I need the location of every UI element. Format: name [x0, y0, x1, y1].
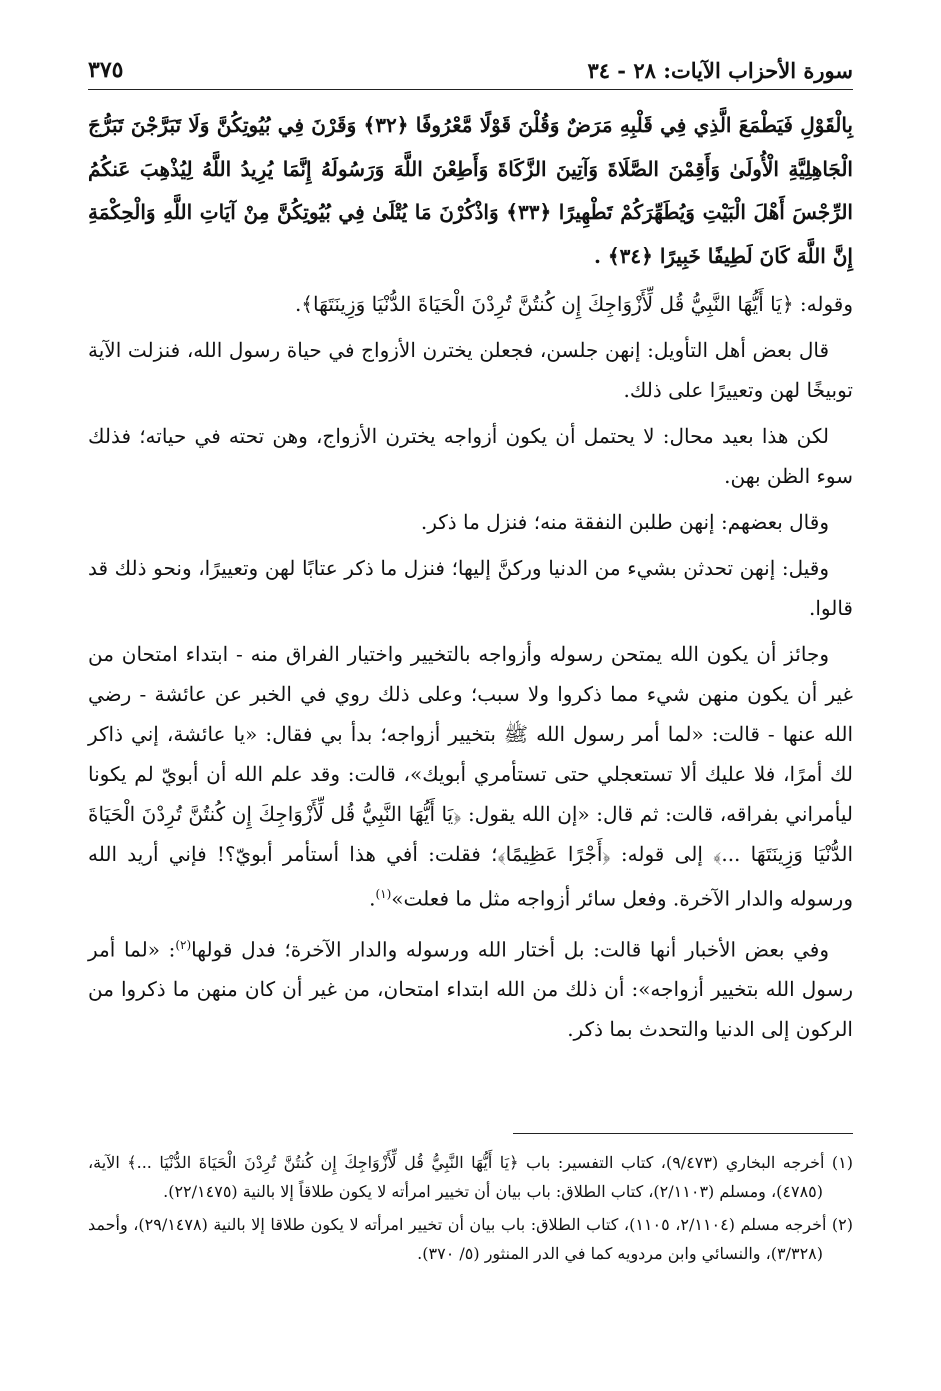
paragraph-text: : «لما أمر رسول الله بتخيير أزواجه»: أن ذلك من الله ابتداء امتحان، من غير أن كان منهن ما ذكروا من الركون إلى الدنيا والتحدث بما ذكر. — [88, 937, 853, 1042]
main-text — [88, 104, 853, 1049]
footnote-separator — [513, 1133, 853, 1134]
footnote: (١) أخرجه البخاري (٩/٤٧٣)، كتاب التفسير: باب ﴿يَا أَيُّهَا النَّبِيُّ قُل لِّأَزْوَاجِكَ إِن كُنتُنَّ تُرِدْنَ الْحَيَاةَ الدُّنْيَا ...﴾ الآية، (٤٧٨٥)، ومسلم (٢/١١٠٣)، كتاب الطلاق: باب بيان أن تخيير امرأته لا يكون طلاقاً إلا بالنية (٢٢/١٤٧٥). — [88, 1153, 853, 1201]
footnotes — [88, 1148, 853, 1272]
paragraph: وقيل: إنهن تحدثن بشيء من الدنيا وركنَّ إليها؛ فنزل ما ذكر عتابًا لهن وتعييرًا، ونحو ذلك قد قالوا. — [88, 556, 853, 620]
page-number: ٣٧٥ — [88, 57, 124, 83]
footnote: (٢) أخرجه مسلم (٢/١١٠٤، ١١٠٥)، كتاب الطلاق: باب بيان أن تخيير امرأته لا يكون طلاقا إلا بالنية (٢٩/١٤٧٨)، وأحمد (٣/٣٢٨)، والنسائي وابن مردويه كما في الدر المنثور (٥/ ٣٧٠). — [88, 1215, 854, 1263]
paragraph: لكن هذا بعيد محال: لا يحتمل أن يكون أزواجه يخترن الأزواج، وهن تحته في حياته؛ فذلك سوء الظن بهن. — [88, 424, 853, 488]
paragraph — [88, 925, 853, 1050]
paragraph-text: وفي بعض الأخبار أنها قالت: بل أختار الله ورسوله والدار الآخرة؛ فدل قولها — [191, 937, 830, 962]
footnote-ref: (١) — [375, 887, 392, 901]
paragraph: وجائز أن يكون الله يمتحن رسوله وأزواجه بالتخيير واختيار الفراق منه - ابتداء امتحان من غير أن يكون منهن شيء مما ذكروا ولا سبب؛ وعلى ذلك روي في الخبر عن عائشة - رضي الله عنها - قالت: «لما أمر رسول الله ﷺ بتخيير أزواجه؛ بدأ بي فقال: «يا عائشة، إني ذاكر لك أمرًا، فلا عليك ألا تستعجلي حتى تستأمري أبويك»، قالت: وقد علم الله أن أبويّ لم يكونا ليأمراني بفراقه، قالت: ثم قال: «إن الله يقول: ﴿يَا أَيُّهَا النَّبِيُّ قُل لِّأَزْوَاجِكَ إِن كُنتُنَّ تُرِدْنَ الْحَيَاةَ الدُّنْيَا وَزِينَتَهَا ...﴾ إلى قوله: ﴿أَجْرًا عَظِيمًا﴾؛ فقلت: أفي هذا أستأمر أبويّ؟! فإني أريد الله ورسوله والدار الآخرة. وفعل سائر أزواجه مثل ما فعلت»$^{(١)}$. — [88, 642, 854, 911]
page-header — [88, 50, 853, 90]
quran-verses: بِالْقَوْلِ فَيَطْمَعَ الَّذِي فِي قَلْبِهِ مَرَضٌ وَقُلْنَ قَوْلًا مَّعْرُوفًا ﴿٣٢﴾ وَقَرْنَ فِي بُيُوتِكُنَّ وَلَا تَبَرَّجْنَ تَبَرُّجَ الْجَاهِلِيَّةِ الْأُولَىٰ وَأَقِمْنَ الصَّلَاةَ وَآتِينَ الزَّكَاةَ وَأَطِعْنَ اللَّهَ وَرَسُولَهُ إِنَّمَا يُرِيدُ اللَّهُ لِيُذْهِبَ عَنكُمُ الرِّجْسَ أَهْلَ الْبَيْتِ وَيُطَهِّرَكُمْ تَطْهِيرًا ﴿٣٣﴾ وَاذْكُرْنَ مَا يُتْلَىٰ فِي بُيُوتِكُنَّ مِنْ آيَاتِ اللَّهِ وَالْحِكْمَةِ إِنَّ اللَّهَ كَانَ لَطِيفًا خَبِيرًا ﴿٣٤﴾ . — [88, 113, 853, 268]
paragraph: وقوله: ﴿يَا أَيُّهَا النَّبِيُّ قُل لِّأَزْوَاجِكَ إِن كُنتُنَّ تُرِدْنَ الْحَيَاةَ الدُّنْيَا وَزِينَتَهَا﴾. — [294, 292, 853, 316]
running-title: سورة الأحزاب الآيات: ٢٨ - ٣٤ — [587, 58, 853, 83]
paragraph-text: وجائز أن يكون الله يمتحن رسوله وأزواجه بالتخيير واختيار الفراق منه - ابتداء امتحان من غير أن يكون منهن شيء مما ذكروا ولا سبب؛ وعلى ذلك روي في الخبر عن عائشة - رضي الله عنها - قالت: «لما أمر رسول الله ﷺ بتخيير أزواجه؛ بدأ بي فقال: «يا عائشة، إني ذاكر لك أمرًا، فلا عليك ألا تستعجلي حتى تستأمري أبويك»، قالت: وقد علم الله أن أبويّ لم يكونا ليأمراني بفراقه، قالت: ثم قال: «إن الله يقول: ﴿يَا أَيُّهَا النَّبِيُّ قُل لِّأَزْوَاجِكَ إِن كُنتُنَّ تُرِدْنَ الْحَيَاةَ الدُّنْيَا وَزِينَتَهَا ...﴾ إلى قوله: ﴿أَجْرًا عَظِيمًا﴾؛ فقلت: أفي هذا أستأمر أبويّ؟! فإني أريد الله ورسوله والدار الآخرة. وفعل سائر أزواجه مثل ما فعلت» — [88, 642, 854, 911]
footnote-ref: (٢) — [175, 937, 192, 952]
paragraph: وقال بعضهم: إنهن طلبن النفقة منه؛ فنزل ما ذكر. — [420, 510, 829, 534]
paragraph: قال بعض أهل التأويل: إنهن جلسن، فجعلن يخترن الأزواج في حياة رسول الله، فنزلت الآية توبيخًا لهن وتعييرًا على ذلك. — [88, 338, 853, 402]
